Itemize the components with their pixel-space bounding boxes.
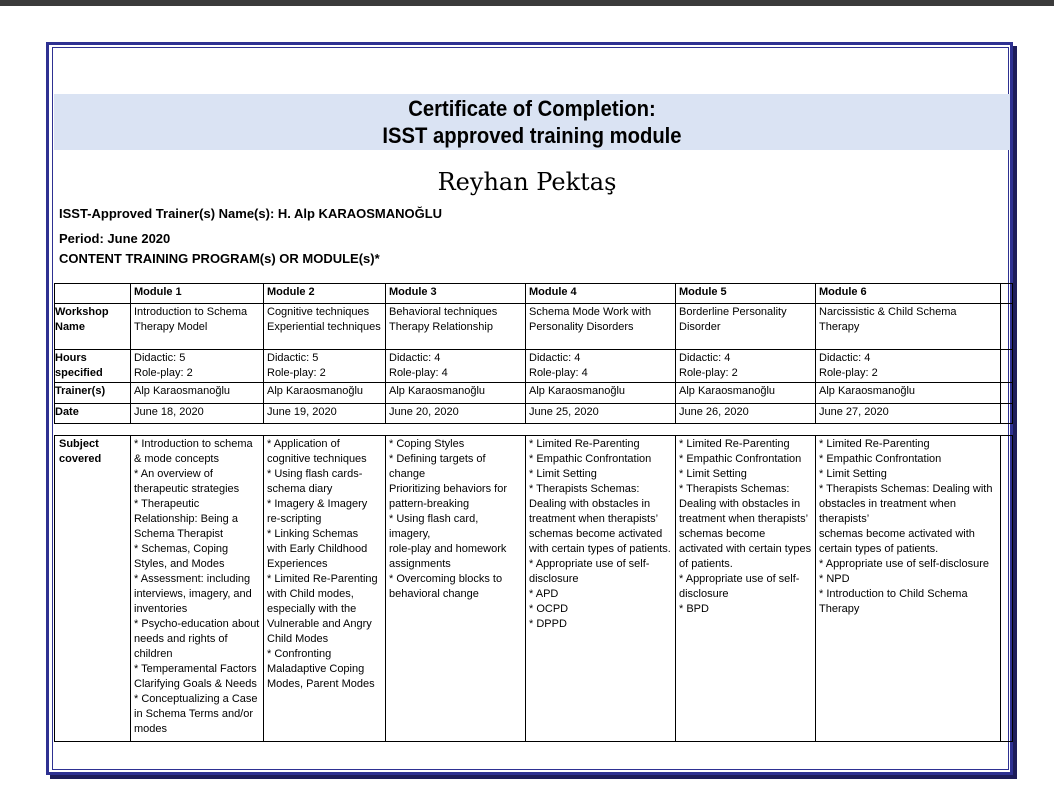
subject-item: treatment when therapists’ xyxy=(679,513,809,525)
subject-item: * Overcoming blocks to xyxy=(389,573,503,585)
subject-item: * Imagery & Imagery xyxy=(267,498,368,510)
subject-cell xyxy=(816,436,1001,742)
subject-item: * Defining targets of xyxy=(389,453,486,465)
workshop-cell: Behavioral techniques Therapy Relationship xyxy=(386,304,526,350)
date-row xyxy=(55,404,1013,424)
subject-item: with certain types of patients. xyxy=(529,543,671,555)
row-label-hours: Hours specified xyxy=(55,350,131,383)
subject-item: * An overview of xyxy=(134,468,213,480)
subject-item: * Temperamental Factors xyxy=(134,663,257,675)
hours-cell: Didactic: 4 Role-play: 2 xyxy=(676,350,816,383)
subject-item: schemas become xyxy=(679,528,766,540)
workshop-cell: Cognitive techniques Experiential techniques xyxy=(264,304,386,350)
subject-item: * Limited Re-Parenting xyxy=(679,438,790,450)
hours-row xyxy=(55,350,1013,383)
hours-cell: Didactic: 4 Role-play: 4 xyxy=(386,350,526,383)
subject-item: Prioritizing behaviors for xyxy=(389,483,507,495)
subject-item: * Appropriate use of self- xyxy=(679,573,800,585)
hours-cell: Didactic: 4 Role-play: 4 xyxy=(526,350,676,383)
trainer-line: ISST-Approved Trainer(s) Name(s): H. Alp KARAOSMANOĞLU xyxy=(59,206,443,221)
subject-item: cognitive techniques xyxy=(267,453,367,465)
subject-item: especially with the xyxy=(267,603,357,615)
subject-item: modes xyxy=(134,723,168,735)
subject-item: schema diary xyxy=(267,483,333,495)
hours-cell: Didactic: 4 Role-play: 2 xyxy=(816,350,1001,383)
subject-item: * Therapists Schemas: Dealing with xyxy=(819,483,993,495)
gap-row xyxy=(55,424,1013,436)
subject-item: children xyxy=(134,648,173,660)
subject-item: * APD xyxy=(529,588,559,600)
subject-item: disclosure xyxy=(679,588,729,600)
workshop-cell: Borderline Personality Disorder xyxy=(676,304,816,350)
hours-cell: Didactic: 5 Role-play: 2 xyxy=(264,350,386,383)
row-label-trainer: Trainer(s) xyxy=(55,383,131,404)
trainer-cell: Alp Karaosmanoğlu xyxy=(131,383,264,404)
date-cell: June 26, 2020 xyxy=(676,404,816,424)
date-cell: June 20, 2020 xyxy=(386,404,526,424)
spacer-cell xyxy=(1001,436,1013,742)
trainer-cell: Alp Karaosmanoğlu xyxy=(526,383,676,404)
date-cell: June 25, 2020 xyxy=(526,404,676,424)
row-label-workshop: Workshop Name xyxy=(55,304,131,350)
spacer-cell xyxy=(1001,304,1013,350)
subject-item: with Early Childhood xyxy=(267,543,368,555)
subject-item: needs and rights of xyxy=(134,633,228,645)
module-header: Module 5 xyxy=(676,284,816,304)
header-row xyxy=(55,284,1013,304)
spacer-cell xyxy=(1001,404,1013,424)
row-label-subject: Subject covered xyxy=(55,436,131,742)
subject-item: * Using flash card, imagery, xyxy=(389,513,479,540)
subject-item: * Introduction to Child Schema xyxy=(819,588,968,600)
workshop-row xyxy=(55,304,1013,350)
date-cell: June 27, 2020 xyxy=(816,404,1001,424)
gap-cell xyxy=(55,424,1013,436)
subject-item: of patients. xyxy=(679,558,733,570)
subject-item: Styles, and Modes xyxy=(134,558,225,570)
subject-item: with Child modes, xyxy=(267,588,354,600)
trainer-cell: Alp Karaosmanoğlu xyxy=(816,383,1001,404)
subject-item: * Empathic Confrontation xyxy=(529,453,652,465)
recipient-name: Reyhan Pektaş xyxy=(437,168,617,196)
subject-item: * Application of xyxy=(267,438,340,450)
content-line: CONTENT TRAINING PROGRAM(s) OR MODULE(s)* xyxy=(59,251,380,266)
date-cell: June 19, 2020 xyxy=(264,404,386,424)
subject-item: * Therapists Schemas: xyxy=(529,483,640,495)
trainer-cell: Alp Karaosmanoğlu xyxy=(676,383,816,404)
subject-item: * Confronting xyxy=(267,648,332,660)
subject-item: * Introduction to schema xyxy=(134,438,253,450)
trainer-cell: Alp Karaosmanoğlu xyxy=(264,383,386,404)
subject-cell xyxy=(676,436,816,742)
module-header: Module 3 xyxy=(386,284,526,304)
subject-item: schemas become activated with xyxy=(819,528,975,540)
trainer-row xyxy=(55,383,1013,404)
subject-item: Experiences xyxy=(267,558,328,570)
subject-item: Modes, Parent Modes xyxy=(267,678,375,690)
subject-row xyxy=(55,436,1013,742)
subject-item: * Limited Re-Parenting xyxy=(529,438,640,450)
subject-item: role-play and homework xyxy=(389,543,507,555)
title-line-2: ISST approved training module xyxy=(382,123,682,148)
subject-item: activated with certain types xyxy=(679,543,812,555)
subject-item: & mode concepts xyxy=(134,453,219,465)
workshop-cell: Introduction to Schema Therapy Model xyxy=(131,304,264,350)
subject-item: Vulnerable and Angry xyxy=(267,618,372,630)
subject-item: * Empathic Confrontation xyxy=(679,453,802,465)
subject-item: * Using flash cards- xyxy=(267,468,363,480)
subject-item: * Psycho-education about xyxy=(134,618,260,630)
subject-item: * Limit Setting xyxy=(529,468,597,480)
subject-item: * Linking Schemas xyxy=(267,528,359,540)
subject-item: * Limit Setting xyxy=(819,468,887,480)
subject-item: * Limited Re-Parenting xyxy=(267,573,378,585)
date-cell: June 18, 2020 xyxy=(131,404,264,424)
title-line-1: Certificate of Completion: xyxy=(408,96,656,121)
subject-item: Relationship: Being a xyxy=(134,513,238,525)
module-header: Module 6 xyxy=(816,284,1001,304)
subject-item: * Conceptualizing a Case xyxy=(134,693,258,705)
subject-cell xyxy=(386,436,526,742)
subject-item: pattern-breaking xyxy=(389,498,470,510)
subject-item: disclosure xyxy=(529,573,579,585)
hours-cell: Didactic: 5 Role-play: 2 xyxy=(131,350,264,383)
subject-item: inventories xyxy=(134,603,188,615)
subject-item: Therapy xyxy=(819,603,860,615)
subject-cell xyxy=(264,436,386,742)
subject-item: in Schema Terms and/or xyxy=(134,708,254,720)
subject-item: * Coping Styles xyxy=(389,438,465,450)
subject-item: therapeutic strategies xyxy=(134,483,240,495)
subject-item: Maladaptive Coping xyxy=(267,663,365,675)
subject-item: certain types of patients. xyxy=(819,543,939,555)
certificate-title xyxy=(92,95,972,149)
subject-item: * Schemas, Coping xyxy=(134,543,229,555)
subject-item: treatment when therapists’ xyxy=(529,513,659,525)
subject-item: assignments xyxy=(389,558,451,570)
subject-item: Dealing with obstacles in xyxy=(679,498,801,510)
subject-item: re-scripting xyxy=(267,513,322,525)
subject-item: therapists’ xyxy=(819,513,870,525)
subject-item: * NPD xyxy=(819,573,850,585)
subject-item: behavioral change xyxy=(389,588,479,600)
subject-cell xyxy=(131,436,264,742)
subject-item: Child Modes xyxy=(267,633,329,645)
subject-item: * Limited Re-Parenting xyxy=(819,438,930,450)
workshop-cell: Narcissistic & Child Schema Therapy xyxy=(816,304,1001,350)
module-header: Module 1 xyxy=(131,284,264,304)
subject-item: Dealing with obstacles in xyxy=(529,498,651,510)
subject-item: * DPPD xyxy=(529,618,567,630)
spacer-cell xyxy=(1001,383,1013,404)
trainer-cell: Alp Karaosmanoğlu xyxy=(386,383,526,404)
subject-item: * OCPD xyxy=(529,603,569,615)
subject-item: Schema Therapist xyxy=(134,528,224,540)
spacer-cell xyxy=(1001,350,1013,383)
subject-item: interviews, imagery, and xyxy=(134,588,252,600)
subject-item: obstacles in treatment when xyxy=(819,498,956,510)
subject-item: * Appropriate use of self- xyxy=(529,558,650,570)
module-header: Module 4 xyxy=(526,284,676,304)
subject-item: Clarifying Goals & Needs xyxy=(134,678,257,690)
subject-item: * Assessment: including xyxy=(134,573,251,585)
workshop-cell: Schema Mode Work with Personality Disorders xyxy=(526,304,676,350)
subject-item: schemas become activated xyxy=(529,528,663,540)
subject-cell xyxy=(526,436,676,742)
window-top-bar xyxy=(0,0,1054,6)
row-label-date: Date xyxy=(55,404,131,424)
subject-item: * Empathic Confrontation xyxy=(819,453,942,465)
module-header: Module 2 xyxy=(264,284,386,304)
spacer-cell xyxy=(1001,284,1013,304)
corner-cell xyxy=(55,284,131,304)
subject-item: * Therapists Schemas: xyxy=(679,483,790,495)
subject-item: * Limit Setting xyxy=(679,468,747,480)
subject-item: * Appropriate use of self-disclosure xyxy=(819,558,989,570)
period-line: Period: June 2020 xyxy=(59,231,171,246)
subject-item: * BPD xyxy=(679,603,709,615)
subject-item: change xyxy=(389,468,426,480)
modules-table xyxy=(54,283,1013,742)
subject-item: * Therapeutic xyxy=(134,498,200,510)
